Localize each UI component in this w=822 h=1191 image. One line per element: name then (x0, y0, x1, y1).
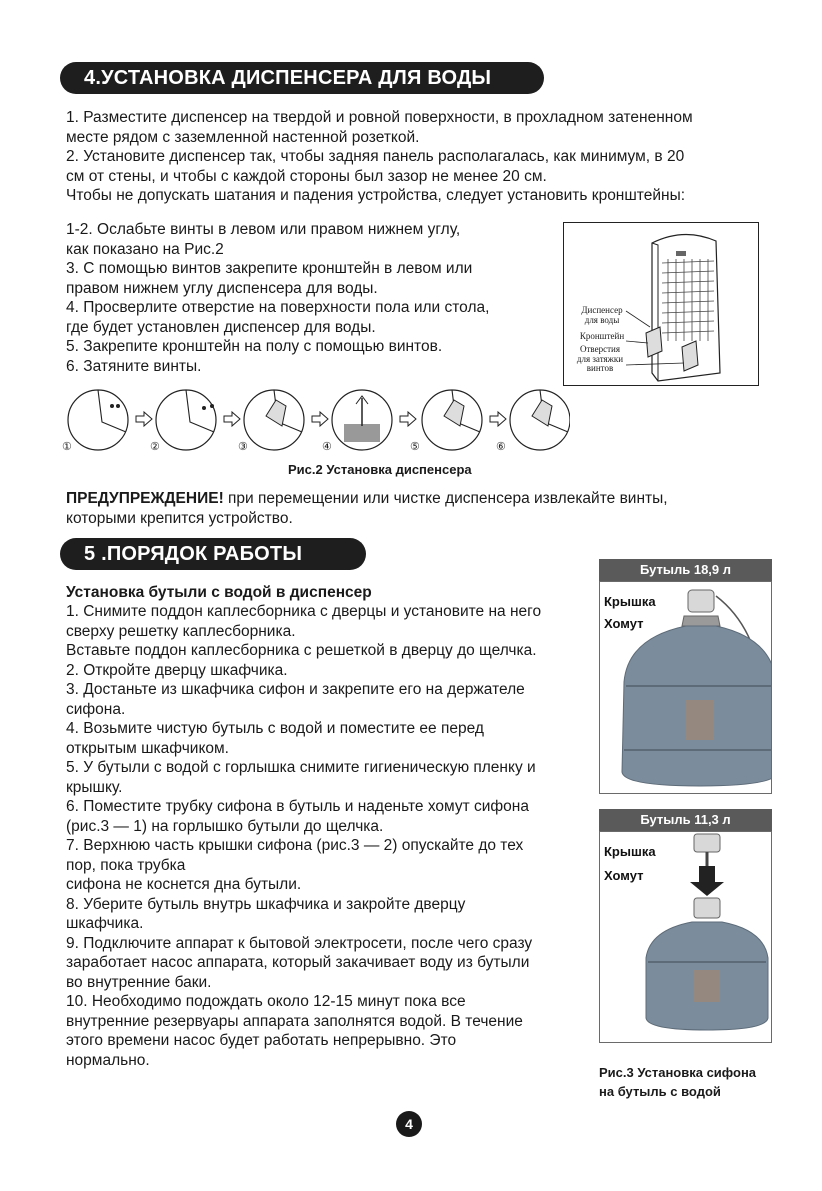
step-1-circle (68, 390, 128, 450)
instruction-line: 7. Верхнюю часть крышки сифона (рис.3 — 2) опускайте до тех (66, 837, 524, 854)
step-line: 4. Просверлите отверстие на поверхности пола или стола, (66, 299, 490, 316)
step-2-circle (156, 390, 216, 450)
page-number: 4 (396, 1111, 422, 1137)
instruction-line: заработает насос аппарата, который закачивает воду из бутыли (66, 954, 530, 971)
warning-text-line2: которыми крепится устройство. (66, 509, 293, 527)
section-5-steps (66, 602, 541, 1070)
instruction-line: 5. У бутыли с водой с горлышка снимите гигиеническую пленку и (66, 759, 536, 776)
label-dispenser: Диспенсер для воды (581, 305, 623, 325)
label-bracket: Кронштейн (579, 331, 625, 341)
step-number-5: ⑤ (410, 441, 420, 453)
arrow-icon (490, 412, 506, 426)
instruction-line: сифона. (66, 700, 126, 718)
instruction-line: 4. Возьмите чистую бутыль с водой и поместите ее перед (66, 720, 484, 737)
bottle-11-photo (599, 831, 772, 1043)
section-5-title: 5 .ПОРЯДОК РАБОТЫ (60, 538, 366, 570)
bottle-illustration (600, 582, 771, 793)
instruction-line: пор, пока трубка (66, 856, 186, 874)
photo2-title: Бутыль 11,3 л (599, 809, 772, 831)
step-line: 1-2. Ослабьте винты в левом или правом нижнем углу, (66, 221, 461, 238)
section-4-intro (66, 108, 693, 206)
instruction-line: 2. Откройте дверцу шкафчика. (66, 661, 288, 679)
fig3-caption: Рис.3 Установка сифона на бутыль с водой (599, 1065, 757, 1099)
instruction-line: крышку. (66, 778, 123, 796)
instruction-line: открытым шкафчиком. (66, 739, 229, 757)
instruction-line: 1. Снимите поддон каплесборника с дверцы и установите на него (66, 603, 542, 620)
step-number-6: ⑥ (496, 441, 506, 453)
arrow-icon (400, 412, 416, 426)
intro-line: 2. Установите диспенсер так, чтобы задняя панель располагалась, как минимум, в 20 (66, 148, 685, 165)
photo1-clamp-label: Хомут (604, 616, 644, 631)
intro-line: Чтобы не допускать шатания и падения устройства, следует установить кронштейны: (66, 187, 686, 204)
label-holes: Отверстия для затяжки винтов (576, 344, 624, 373)
instruction-line: 8. Уберите бутыль внутрь шкафчика и закройте дверцу (66, 895, 466, 913)
bottle-illustration (600, 832, 771, 1042)
instruction-line: этого времени насос будет работать непрерывно. Это (66, 1032, 457, 1049)
instruction-line: 9. Подключите аппарат к бытовой электросети, после чего сразу (66, 934, 533, 952)
instruction-line: во внутренние баки. (66, 973, 212, 991)
arrow-icon (224, 412, 240, 426)
fig2-caption: Рис.2 Установка диспенсера (288, 462, 472, 477)
step-number-1: ① (62, 441, 72, 453)
warning-label: ПРЕДУПРЕЖДЕНИЕ! (66, 490, 224, 507)
bottle-18-photo (599, 581, 772, 794)
intro-line: см от стены, и чтобы с каждой стороны был зазор не менее 20 см. (66, 167, 547, 185)
intro-line: 1. Разместите диспенсер на твердой и ровной поверхности, в прохладном затененном (66, 109, 693, 126)
down-arrow-icon (699, 866, 715, 882)
section-5-subtitle: Установка бутыли с водой в диспенсер (66, 584, 372, 601)
step-number-2: ② (150, 441, 160, 453)
step-line: 3. С помощью винтов закрепите кронштейн в левом или (66, 260, 473, 277)
intro-line: месте рядом с заземленной настенной розеткой. (66, 128, 420, 146)
instruction-line: сверху решетку каплесборника. (66, 622, 296, 640)
instruction-line: нормально. (66, 1051, 150, 1069)
section-4-title: 4.УСТАНОВКА ДИСПЕНСЕРА ДЛЯ ВОДЫ (60, 62, 544, 94)
step-number-4: ④ (322, 441, 332, 453)
warning (66, 489, 668, 528)
photo2-cap-label: Крышка (604, 844, 656, 859)
photo1-cap-label: Крышка (604, 594, 656, 609)
step-line: где будет установлен диспенсер для воды. (66, 318, 376, 336)
instruction-line: сифона не коснется дна бутыли. (66, 876, 302, 893)
instruction-line: внутренние резервуары аппарата заполнятся водой. В течение (66, 1012, 523, 1030)
instruction-line: Вставьте поддон каплесборника с решеткой в дверцу до щелчка. (66, 642, 537, 659)
arrow-icon (312, 412, 328, 426)
instruction-line: 6. Поместите трубку сифона в бутыль и наденьте хомут сифона (66, 798, 529, 815)
instruction-line: шкафчика. (66, 915, 144, 932)
step-number-3: ③ (238, 441, 248, 453)
arrow-icon (136, 412, 152, 426)
instruction-line: 3. Достаньте из шкафчика сифон и закрепите его на держателе (66, 681, 525, 698)
warning-text: при перемещении или чистке диспенсера извлекайте винты, (223, 490, 668, 507)
bracket-steps (66, 220, 489, 376)
instruction-line: (рис.3 — 1) на горлышко бутыли до щелчка. (66, 817, 384, 835)
step-line: как показано на Рис.2 (66, 240, 224, 258)
installation-steps-figure (60, 386, 570, 458)
instruction-line: 10. Необходимо подождать около 12-15 минут пока все (66, 993, 466, 1010)
step-line: 5. Закрепите кронштейн на полу с помощью винтов. (66, 338, 443, 355)
step-line: правом нижнем углу диспенсера для воды. (66, 279, 378, 297)
dispenser-diagram (563, 222, 759, 386)
step-line: 6. Затяните винты. (66, 357, 202, 375)
photo2-clamp-label: Хомут (604, 868, 644, 883)
photo1-title: Бутыль 18,9 л (599, 559, 772, 581)
